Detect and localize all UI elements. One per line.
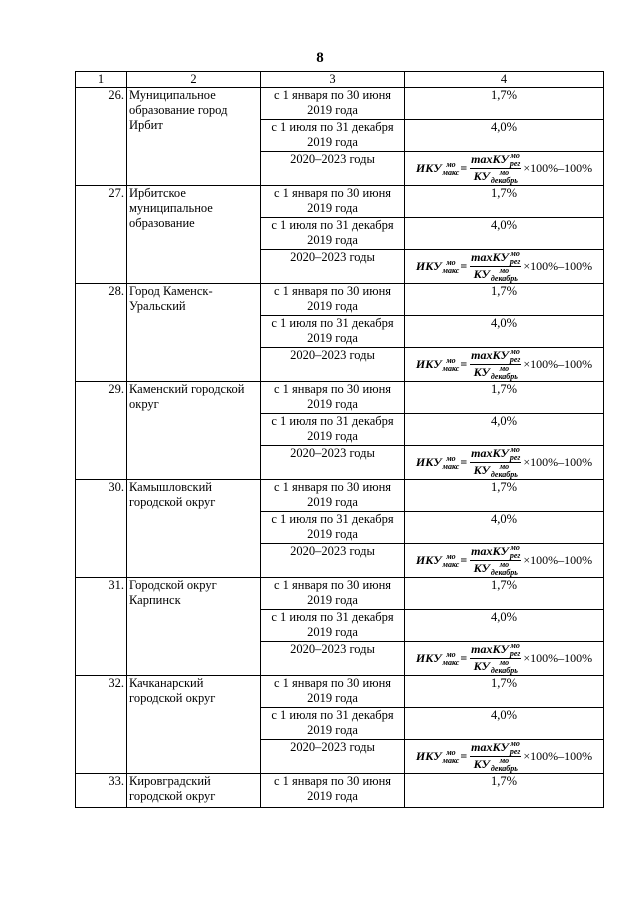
table-row [76, 284, 604, 316]
formula-subscript: декабрь [490, 372, 518, 381]
municipality-name: Ирбитское муниципальное образование [127, 186, 261, 284]
formula-scripts [510, 348, 521, 364]
formula-num-symbol: maxКУ [471, 641, 509, 656]
formula-den-symbol: КУ [473, 658, 490, 673]
formula-lhs-symbol: ИКУ [415, 651, 442, 665]
formula-subscript: декабрь [490, 568, 518, 577]
formula-superscript: мо [510, 641, 520, 650]
formula-scripts [491, 267, 518, 283]
formula-lhs [416, 553, 459, 569]
value-cell: 4,0% [405, 512, 604, 544]
ikumax-formula [407, 642, 601, 675]
formula-scripts [491, 757, 518, 773]
row-number: 27. [76, 186, 127, 284]
formula-scripts [443, 161, 460, 177]
row-number: 31. [76, 578, 127, 676]
row-number: 33. [76, 774, 127, 808]
period-cell: 2020–2023 годы [261, 740, 405, 774]
formula-denominator [474, 267, 518, 283]
ikumax-formula [407, 250, 601, 283]
value-cell [405, 446, 604, 480]
formula-lhs [416, 749, 459, 765]
formula-lhs-symbol: ИКУ [415, 749, 442, 763]
row-number: 26. [76, 88, 127, 186]
formula-tail: ×100%–100% [523, 455, 593, 469]
period-cell: с 1 июля по 31 декабря 2019 года [261, 218, 405, 250]
ikumax-formula [407, 348, 601, 381]
formula-numerator [470, 642, 521, 659]
row-number: 29. [76, 382, 127, 480]
header-cell: 2 [127, 72, 261, 88]
formula-superscript: мо [510, 739, 520, 748]
value-cell: 4,0% [405, 120, 604, 152]
page-number: 8 [316, 50, 324, 66]
formula-numerator [470, 544, 521, 561]
formula-subscript: рег [509, 649, 521, 658]
municipality-name: Качканарский городской округ [127, 676, 261, 774]
formula-equals: = [460, 357, 468, 371]
formula-scripts [443, 259, 460, 275]
formula-fraction [470, 740, 521, 773]
formula-superscript: мо [499, 364, 510, 373]
ikumax-formula [407, 544, 601, 577]
formula-fraction [470, 544, 521, 577]
formula-fraction [470, 152, 521, 185]
value-cell: 1,7% [405, 676, 604, 708]
period-cell: с 1 января по 30 июня 2019 года [261, 774, 405, 808]
municipality-name: Город Каменск-Уральский [127, 284, 261, 382]
formula-subscript: рег [509, 159, 521, 168]
municipality-name: Муниципальное образование город Ирбит [127, 88, 261, 186]
formula-scripts [491, 463, 518, 479]
formula-superscript: мо [499, 266, 510, 275]
formula-num-symbol: maxКУ [471, 543, 509, 558]
value-cell: 4,0% [405, 218, 604, 250]
formula-subscript: макс [442, 559, 460, 569]
table-row [76, 480, 604, 512]
municipality-name: Городской округ Карпинск [127, 578, 261, 676]
formula-superscript: мо [446, 453, 456, 463]
formula-scripts [510, 740, 521, 756]
formula-superscript: мо [446, 355, 456, 365]
value-cell: 1,7% [405, 774, 604, 808]
formula-superscript: мо [510, 543, 520, 552]
header-cell: 3 [261, 72, 405, 88]
formula-scripts [491, 659, 518, 675]
formula-lhs-symbol: ИКУ [415, 357, 442, 371]
formula-scripts [491, 561, 518, 577]
formula-num-symbol: maxКУ [471, 347, 509, 362]
formula-subscript: рег [509, 551, 521, 560]
value-cell: 1,7% [405, 578, 604, 610]
formula-lhs [416, 357, 459, 373]
formula-lhs [416, 161, 459, 177]
formula-subscript: рег [509, 355, 521, 364]
formula-den-symbol: КУ [473, 266, 490, 281]
value-cell [405, 152, 604, 186]
period-cell: с 1 января по 30 июня 2019 года [261, 382, 405, 414]
period-cell: 2020–2023 годы [261, 250, 405, 284]
formula-scripts [443, 357, 460, 373]
value-cell [405, 642, 604, 676]
formula-scripts [491, 365, 518, 381]
value-cell [405, 250, 604, 284]
formula-lhs-symbol: ИКУ [415, 455, 442, 469]
formula-numerator [470, 348, 521, 365]
formula-equals: = [460, 749, 468, 763]
formula-superscript: мо [510, 347, 520, 356]
formula-equals: = [460, 455, 468, 469]
period-cell: с 1 января по 30 июня 2019 года [261, 284, 405, 316]
formula-denominator [474, 463, 518, 479]
formula-denominator [474, 561, 518, 577]
formula-numerator [470, 446, 521, 463]
formula-superscript: мо [510, 249, 520, 258]
formula-tail: ×100%–100% [523, 651, 593, 665]
period-cell: 2020–2023 годы [261, 544, 405, 578]
formula-den-symbol: КУ [473, 168, 490, 183]
period-cell: с 1 июля по 31 декабря 2019 года [261, 120, 405, 152]
formula-scripts [510, 152, 521, 168]
formula-den-symbol: КУ [473, 364, 490, 379]
period-cell: 2020–2023 годы [261, 446, 405, 480]
formula-lhs [416, 455, 459, 471]
formula-num-symbol: maxКУ [471, 739, 509, 754]
table-row [76, 676, 604, 708]
ikumax-formula [407, 740, 601, 773]
formula-den-symbol: КУ [473, 756, 490, 771]
formula-superscript: мо [446, 649, 456, 659]
header-cell: 4 [405, 72, 604, 88]
period-cell: 2020–2023 годы [261, 348, 405, 382]
value-cell: 4,0% [405, 316, 604, 348]
formula-superscript: мо [446, 159, 456, 169]
formula-lhs [416, 651, 459, 667]
formula-scripts [491, 169, 518, 185]
formula-numerator [470, 250, 521, 267]
municipality-name: Каменский городской округ [127, 382, 261, 480]
regions-table [75, 71, 604, 808]
formula-subscript: рег [509, 747, 521, 756]
formula-superscript: мо [499, 756, 510, 765]
formula-scripts [443, 553, 460, 569]
formula-superscript: мо [499, 462, 510, 471]
table-row [76, 186, 604, 218]
formula-scripts [443, 455, 460, 471]
period-cell: с 1 июля по 31 декабря 2019 года [261, 610, 405, 642]
formula-lhs [416, 259, 459, 275]
formula-fraction [470, 642, 521, 675]
ikumax-formula [407, 446, 601, 479]
formula-lhs-symbol: ИКУ [415, 553, 442, 567]
formula-scripts [443, 749, 460, 765]
formula-fraction [470, 446, 521, 479]
formula-scripts [510, 642, 521, 658]
formula-superscript: мо [499, 168, 510, 177]
formula-subscript: декабрь [490, 666, 518, 675]
table-row [76, 578, 604, 610]
period-cell: 2020–2023 годы [261, 642, 405, 676]
period-cell: с 1 января по 30 июня 2019 года [261, 88, 405, 120]
formula-subscript: декабрь [490, 764, 518, 773]
formula-subscript: декабрь [490, 274, 518, 283]
row-number: 30. [76, 480, 127, 578]
formula-scripts [510, 544, 521, 560]
formula-denominator [474, 757, 518, 773]
formula-superscript: мо [446, 747, 456, 757]
value-cell: 1,7% [405, 382, 604, 414]
formula-tail: ×100%–100% [523, 357, 593, 371]
ikumax-formula [407, 152, 601, 185]
formula-num-symbol: maxКУ [471, 249, 509, 264]
value-cell: 1,7% [405, 284, 604, 316]
row-number: 32. [76, 676, 127, 774]
formula-subscript: макс [442, 363, 460, 373]
value-cell: 4,0% [405, 610, 604, 642]
value-cell: 4,0% [405, 414, 604, 446]
value-cell [405, 544, 604, 578]
header-cell: 1 [76, 72, 127, 88]
formula-tail: ×100%–100% [523, 161, 593, 175]
row-number: 28. [76, 284, 127, 382]
formula-den-symbol: КУ [473, 462, 490, 477]
formula-numerator [470, 152, 521, 169]
formula-superscript: мо [499, 658, 510, 667]
period-cell: с 1 июля по 31 декабря 2019 года [261, 512, 405, 544]
municipality-name: Кировградский городской округ [127, 774, 261, 808]
formula-den-symbol: КУ [473, 560, 490, 575]
formula-fraction [470, 250, 521, 283]
municipality-name: Камышловский городской округ [127, 480, 261, 578]
table-header-row [76, 72, 604, 88]
formula-num-symbol: maxКУ [471, 445, 509, 460]
formula-fraction [470, 348, 521, 381]
formula-scripts [510, 250, 521, 266]
value-cell: 1,7% [405, 480, 604, 512]
formula-subscript: рег [509, 257, 521, 266]
period-cell: 2020–2023 годы [261, 152, 405, 186]
period-cell: с 1 июля по 31 декабря 2019 года [261, 316, 405, 348]
value-cell: 4,0% [405, 708, 604, 740]
formula-scripts [443, 651, 460, 667]
formula-subscript: рег [509, 453, 521, 462]
formula-equals: = [460, 651, 468, 665]
table-row [76, 382, 604, 414]
table-row [76, 774, 604, 808]
period-cell: с 1 июля по 31 декабря 2019 года [261, 414, 405, 446]
formula-subscript: макс [442, 461, 460, 471]
table-row [76, 88, 604, 120]
value-cell [405, 740, 604, 774]
formula-superscript: мо [510, 445, 520, 454]
formula-subscript: декабрь [490, 470, 518, 479]
formula-lhs-symbol: ИКУ [415, 259, 442, 273]
formula-numerator [470, 740, 521, 757]
value-cell [405, 348, 604, 382]
formula-lhs-symbol: ИКУ [415, 161, 442, 175]
formula-subscript: декабрь [490, 176, 518, 185]
formula-denominator [474, 365, 518, 381]
formula-scripts [510, 446, 521, 462]
formula-tail: ×100%–100% [523, 553, 593, 567]
period-cell: с 1 января по 30 июня 2019 года [261, 578, 405, 610]
formula-equals: = [460, 259, 468, 273]
formula-superscript: мо [510, 151, 520, 160]
formula-superscript: мо [446, 551, 456, 561]
formula-tail: ×100%–100% [523, 749, 593, 763]
formula-subscript: макс [442, 265, 460, 275]
value-cell: 1,7% [405, 88, 604, 120]
formula-superscript: мо [446, 257, 456, 267]
value-cell: 1,7% [405, 186, 604, 218]
formula-subscript: макс [442, 657, 460, 667]
period-cell: с 1 января по 30 июня 2019 года [261, 186, 405, 218]
period-cell: с 1 января по 30 июня 2019 года [261, 676, 405, 708]
formula-equals: = [460, 161, 468, 175]
period-cell: с 1 января по 30 июня 2019 года [261, 480, 405, 512]
formula-num-symbol: maxКУ [471, 151, 509, 166]
period-cell: с 1 июля по 31 декабря 2019 года [261, 708, 405, 740]
formula-equals: = [460, 553, 468, 567]
formula-denominator [474, 659, 518, 675]
formula-subscript: макс [442, 755, 460, 765]
formula-tail: ×100%–100% [523, 259, 593, 273]
formula-subscript: макс [442, 167, 460, 177]
formula-superscript: мо [499, 560, 510, 569]
formula-denominator [474, 169, 518, 185]
